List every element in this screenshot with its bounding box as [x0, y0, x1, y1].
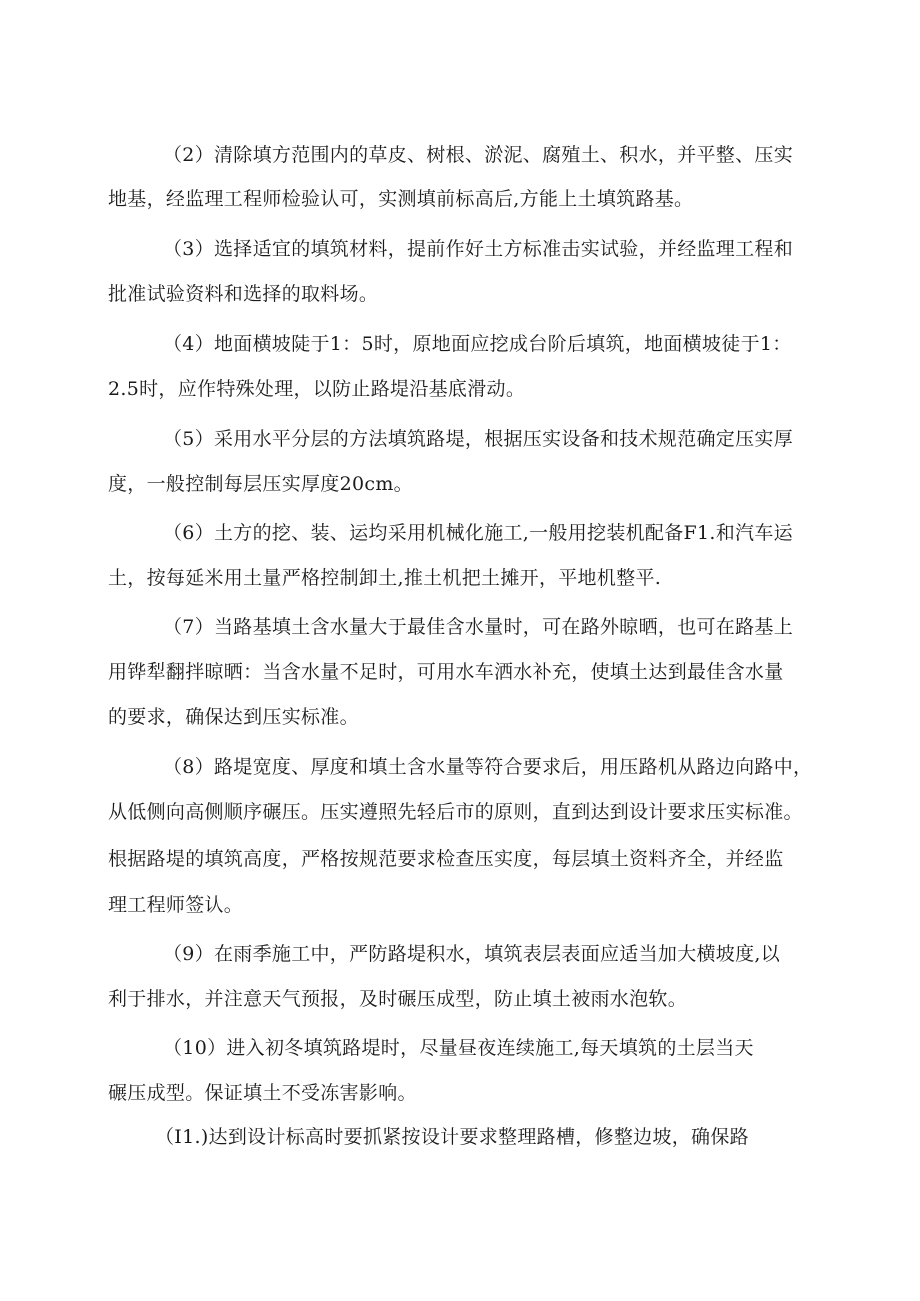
text-line: 地基，经监理工程师检验认可，实测填前标高后,方能上土填筑路基。: [108, 188, 694, 210]
text-line: 批准试验资料和选择的取料场。: [108, 283, 379, 305]
text-line: （7）当路基填土含水量大于最佳含水量时，可在路外晾晒，也可在路基上: [163, 616, 793, 638]
text-line: 从低侧向高侧顺序碾压。压实遵照先轻后市的原则，直到达到设计要求压实标准。: [108, 801, 803, 823]
text-line: 利于排水，并注意天气预报，及时碾压成型，防止填土被雨水泡软。: [108, 988, 688, 1010]
text-line: 2.5时，应作特殊处理，以防止路堤沿基底滑动。: [108, 378, 526, 400]
text-line: （I1.)达到设计标高时要抓紧按设计要求整理路槽，修整边坡，确保路: [155, 1126, 749, 1148]
text-line: （5）采用水平分层的方法填筑路堤，根据压实设备和技术规范确定压实厚: [163, 428, 793, 450]
text-line: （6）土方的挖、装、运均采用机械化施工,一般用挖装机配备F1.和汽车运: [163, 522, 793, 544]
text-line: 度，一般控制每层压实厚度20cm。: [108, 473, 413, 495]
text-line: （4）地面横坡陡于1：5时，原地面应挖成台阶后填筑，地面横坡徒于1：: [163, 333, 792, 355]
text-line: 理工程师签认。: [108, 894, 244, 916]
text-line: （3）选择适宜的填筑材料，提前作好土方标准击实试验，并经监理工程和: [163, 238, 793, 260]
text-line: （2）清除填方范围内的草皮、树根、淤泥、腐殖土、积水，并平整、压实: [163, 144, 793, 166]
text-line: （8）路堤宽度、厚度和填土含水量等符合要求后，用压路机从路边向路中，: [163, 756, 813, 778]
text-line: 碾压成型。保证填土不受冻害影响。: [108, 1082, 417, 1104]
text-line: （9）在雨季施工中，严防路堤积水，填筑表层表面应适当加大横坡度,以: [163, 943, 781, 965]
text-line: 用铧犁翻拌晾晒：当含水量不足时，可用水车洒水补充，使填土达到最佳含水量: [108, 661, 784, 683]
text-line: 的要求，确保达到压实标准。: [108, 706, 359, 728]
text-line: （10）进入初冬填筑路堤时，尽量昼夜连续施工,每天填筑的土层当天: [163, 1037, 754, 1059]
text-line: 土，按每延米用土量严格控制卸土,推土机把土摊开，平地机整平.: [108, 567, 662, 589]
text-line: 根据路堤的填筑高度，严格按规范要求检查压实度，每层填土资料齐全，并经监: [108, 848, 784, 870]
